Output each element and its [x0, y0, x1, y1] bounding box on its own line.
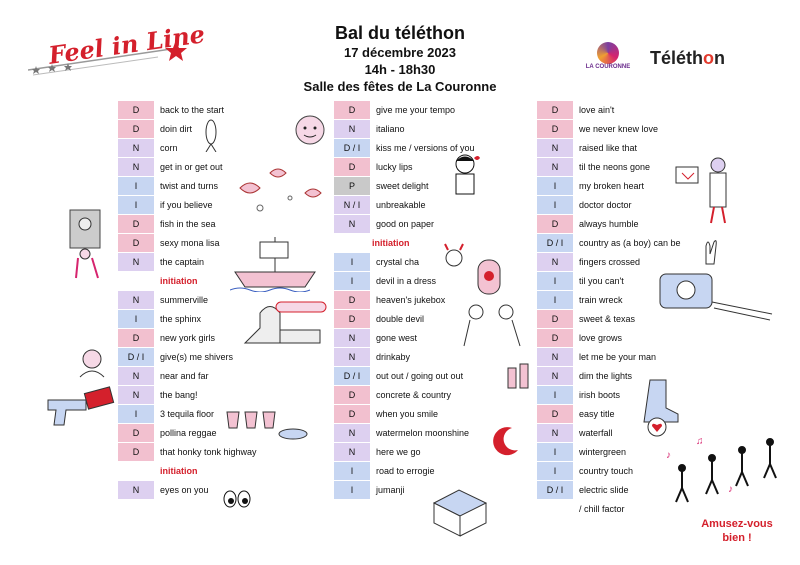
dance-name: get in or get out	[160, 161, 223, 172]
dance-row	[118, 480, 318, 499]
dance-row	[334, 119, 534, 138]
dance-name: italiano	[376, 123, 405, 134]
dance-row	[118, 385, 318, 404]
dance-row	[334, 176, 534, 195]
dance-row	[118, 442, 318, 461]
level-badge: I	[118, 405, 154, 423]
svg-text:♪: ♪	[728, 484, 733, 495]
bang-gun-icon	[46, 385, 116, 430]
couronne-label: LA COURONNE	[585, 64, 631, 70]
dance-row	[118, 100, 318, 119]
level-badge: D	[537, 329, 573, 347]
sphinx-icon	[240, 298, 335, 348]
level-badge: D	[334, 291, 370, 309]
moon-icon	[484, 420, 524, 460]
level-badge: D	[537, 120, 573, 138]
level-badge: I	[334, 462, 370, 480]
dance-name: lucky lips	[376, 161, 413, 172]
dance-row	[334, 385, 534, 404]
level-badge: N	[537, 139, 573, 157]
level-badge: N	[118, 481, 154, 499]
level-badge: D / I	[118, 348, 154, 366]
dance-name: double devil	[376, 313, 425, 324]
level-badge: D	[537, 405, 573, 423]
dance-name: sweet & texas	[579, 313, 636, 324]
level-badge: N	[334, 215, 370, 233]
dance-name: always humble	[579, 218, 639, 229]
level-badge: I	[537, 177, 573, 195]
dance-name: watermelon moonshine	[376, 427, 470, 438]
pirate-ship-icon	[230, 232, 330, 292]
dance-name: gone west	[376, 332, 418, 343]
dance-name: unbreakable	[376, 199, 426, 210]
telethon-text-o: o	[703, 48, 715, 68]
feel-in-line-logo	[28, 19, 207, 85]
level-badge: N	[334, 424, 370, 442]
dance-name: country as (a boy) can be	[579, 237, 681, 248]
dance-row	[118, 347, 318, 366]
event-time: 14h - 18h30	[364, 62, 436, 77]
level-badge: I	[537, 291, 573, 309]
level-badge: I	[334, 272, 370, 290]
event-title-block	[250, 22, 550, 95]
dance-name: back to the start	[160, 104, 225, 115]
feel-in-line-text: Feel in Line	[46, 19, 207, 70]
dance-name: country touch	[579, 465, 634, 476]
level-badge: N	[118, 158, 154, 176]
dance-name: dim the lights	[579, 370, 633, 381]
telethon-text-a: Téléth	[650, 48, 704, 68]
level-badge: D	[537, 310, 573, 328]
lucky-boy-icon	[448, 152, 483, 204]
section-label: initiation	[372, 237, 410, 248]
dance-name: fingers crossed	[579, 256, 641, 267]
event-title: Bal du téléthon	[335, 23, 465, 43]
dance-row	[537, 233, 697, 252]
level-badge: N	[118, 291, 154, 309]
level-badge: N	[118, 386, 154, 404]
dance-name: love grows	[579, 332, 623, 343]
level-badge: N	[334, 120, 370, 138]
dance-name: here we go	[376, 446, 421, 457]
dance-name: doin dirt	[160, 123, 193, 134]
dance-name: train wreck	[579, 294, 623, 305]
level-badge: D	[118, 120, 154, 138]
tequila-shots-icon	[225, 408, 315, 443]
level-badge: I	[537, 443, 573, 461]
level-badge: N	[537, 367, 573, 385]
dance-name: summerville	[160, 294, 209, 305]
dance-name: raised like that	[579, 142, 638, 153]
dance-name: eyes on you	[160, 484, 209, 495]
cheer-message	[682, 517, 792, 545]
dance-name: devil in a dress	[376, 275, 437, 286]
dance-name: love ain't	[579, 104, 615, 115]
telethon-text-b: n	[714, 48, 726, 68]
dance-name: give(s) me shivers	[160, 351, 234, 362]
doctor-icon	[674, 155, 734, 225]
svg-text:♪: ♪	[666, 450, 671, 461]
level-badge: D	[334, 405, 370, 423]
candles-icon	[506, 360, 536, 390]
dance-name: easy title	[579, 408, 615, 419]
dance-row	[537, 214, 697, 233]
dance-name: doctor doctor	[579, 199, 632, 210]
level-badge: I	[118, 177, 154, 195]
dance-name: 3 tequila floor	[160, 408, 215, 419]
level-badge: N	[334, 329, 370, 347]
level-badge: I	[118, 310, 154, 328]
dance-name: drinkaby	[376, 351, 411, 362]
dance-row	[334, 157, 534, 176]
level-badge: N	[118, 139, 154, 157]
eyes-icon	[222, 488, 252, 510]
level-badge: D	[118, 329, 154, 347]
dance-name: pollina reggae	[160, 427, 217, 438]
dance-name: near and far	[160, 370, 209, 381]
couronne-flower-icon	[597, 42, 619, 64]
dance-name: til the neons gone	[579, 161, 651, 172]
devils-jukebox-icon	[436, 238, 536, 353]
level-badge: I	[118, 196, 154, 214]
mona-lisa-icon	[68, 208, 110, 280]
dance-row	[334, 214, 534, 233]
level-badge: D	[118, 443, 154, 461]
section-label: initiation	[160, 275, 198, 286]
dance-name: irish boots	[579, 389, 621, 400]
dance-name: road to errogie	[376, 465, 435, 476]
dance-row	[537, 100, 697, 119]
level-badge: D / I	[334, 139, 370, 157]
level-badge: D	[118, 215, 154, 233]
dance-row	[537, 138, 697, 157]
dance-row	[537, 347, 697, 366]
dance-name: when you smile	[376, 408, 439, 419]
dance-name: kiss me / versions of you	[376, 142, 475, 153]
level-badge: D	[334, 101, 370, 119]
level-badge: D	[537, 101, 573, 119]
dance-name: sweet delight	[376, 180, 429, 191]
level-badge: D	[118, 101, 154, 119]
level-badge: N	[118, 367, 154, 385]
dance-name: til you can't	[579, 275, 624, 286]
section-label: initiation	[160, 465, 198, 476]
level-badge: D	[334, 386, 370, 404]
dance-row	[537, 195, 697, 214]
level-badge: N	[537, 253, 573, 271]
dance-row	[334, 138, 534, 157]
dance-row	[537, 157, 697, 176]
dance-name: / chill factor	[579, 503, 625, 514]
event-venue: Salle des fêtes de La Couronne	[303, 79, 497, 94]
level-badge	[537, 500, 573, 518]
level-badge: D	[334, 310, 370, 328]
dance-name: my broken heart	[579, 180, 645, 191]
level-badge: I	[537, 386, 573, 404]
dance-row	[118, 366, 318, 385]
telethon-logo	[650, 48, 725, 69]
dance-row	[537, 119, 697, 138]
dance-name: that honky tonk highway	[160, 446, 257, 457]
dancers-icon	[662, 432, 792, 514]
level-badge: D	[118, 234, 154, 252]
fish-doodles-icon	[230, 158, 340, 218]
dance-name: new york girls	[160, 332, 216, 343]
dance-row	[334, 366, 534, 385]
dance-name: corn	[160, 142, 178, 153]
dance-name: concrete & country	[376, 389, 452, 400]
face-doodle-icon	[292, 113, 328, 147]
dance-name: the bang!	[160, 389, 198, 400]
cheer-line-2: bien !	[722, 532, 752, 544]
dance-name: give me your tempo	[376, 104, 456, 115]
dance-name: twist and turns	[160, 180, 219, 191]
dance-name: jumanji	[376, 484, 405, 495]
level-badge: N / I	[334, 196, 370, 214]
dance-name: wintergreen	[579, 446, 627, 457]
dance-name: sexy mona lisa	[160, 237, 220, 248]
level-badge: P	[334, 177, 370, 195]
level-badge: D / I	[334, 367, 370, 385]
section-header	[118, 461, 318, 480]
level-badge: I	[537, 196, 573, 214]
level-badge: D / I	[537, 234, 573, 252]
dance-name: fish in the sea	[160, 218, 216, 229]
dance-name: heaven's jukebox	[376, 294, 446, 305]
level-badge: D	[118, 424, 154, 442]
level-badge: N	[537, 424, 573, 442]
dance-name: waterfall	[579, 427, 613, 438]
level-badge: D	[537, 215, 573, 233]
level-badge: D	[334, 158, 370, 176]
dance-name: good on paper	[376, 218, 435, 229]
dance-row	[537, 328, 697, 347]
level-badge: N	[118, 253, 154, 271]
dance-name: the captain	[160, 256, 205, 267]
level-badge: D / I	[537, 481, 573, 499]
level-badge: I	[537, 272, 573, 290]
dance-name: we never knew love	[579, 123, 659, 134]
dance-row	[334, 100, 534, 119]
corn-icon	[200, 118, 222, 152]
dance-name: let me be your man	[579, 351, 657, 362]
level-badge: N	[334, 348, 370, 366]
level-badge: N	[537, 158, 573, 176]
event-date: 17 décembre 2023	[343, 45, 457, 60]
dance-name: if you believe	[160, 199, 213, 210]
level-badge: I	[334, 253, 370, 271]
level-badge: I	[537, 462, 573, 480]
level-badge: N	[537, 348, 573, 366]
la-couronne-logo	[578, 42, 638, 70]
dance-row	[537, 176, 697, 195]
shivering-girl-icon	[74, 345, 110, 379]
cheer-line-1: Amusez-vous	[701, 518, 773, 530]
dance-name: electric slide	[579, 484, 629, 495]
level-badge: I	[334, 481, 370, 499]
train-wreck-icon	[652, 262, 777, 322]
page-header	[0, 0, 800, 95]
dance-name: crystal cha	[376, 256, 420, 267]
jumanji-box-icon	[424, 478, 494, 538]
level-badge: N	[334, 443, 370, 461]
dance-name: out out / going out out	[376, 370, 464, 381]
dance-row	[334, 195, 534, 214]
svg-text:♫: ♫	[696, 436, 704, 447]
dance-name: the sphinx	[160, 313, 202, 324]
